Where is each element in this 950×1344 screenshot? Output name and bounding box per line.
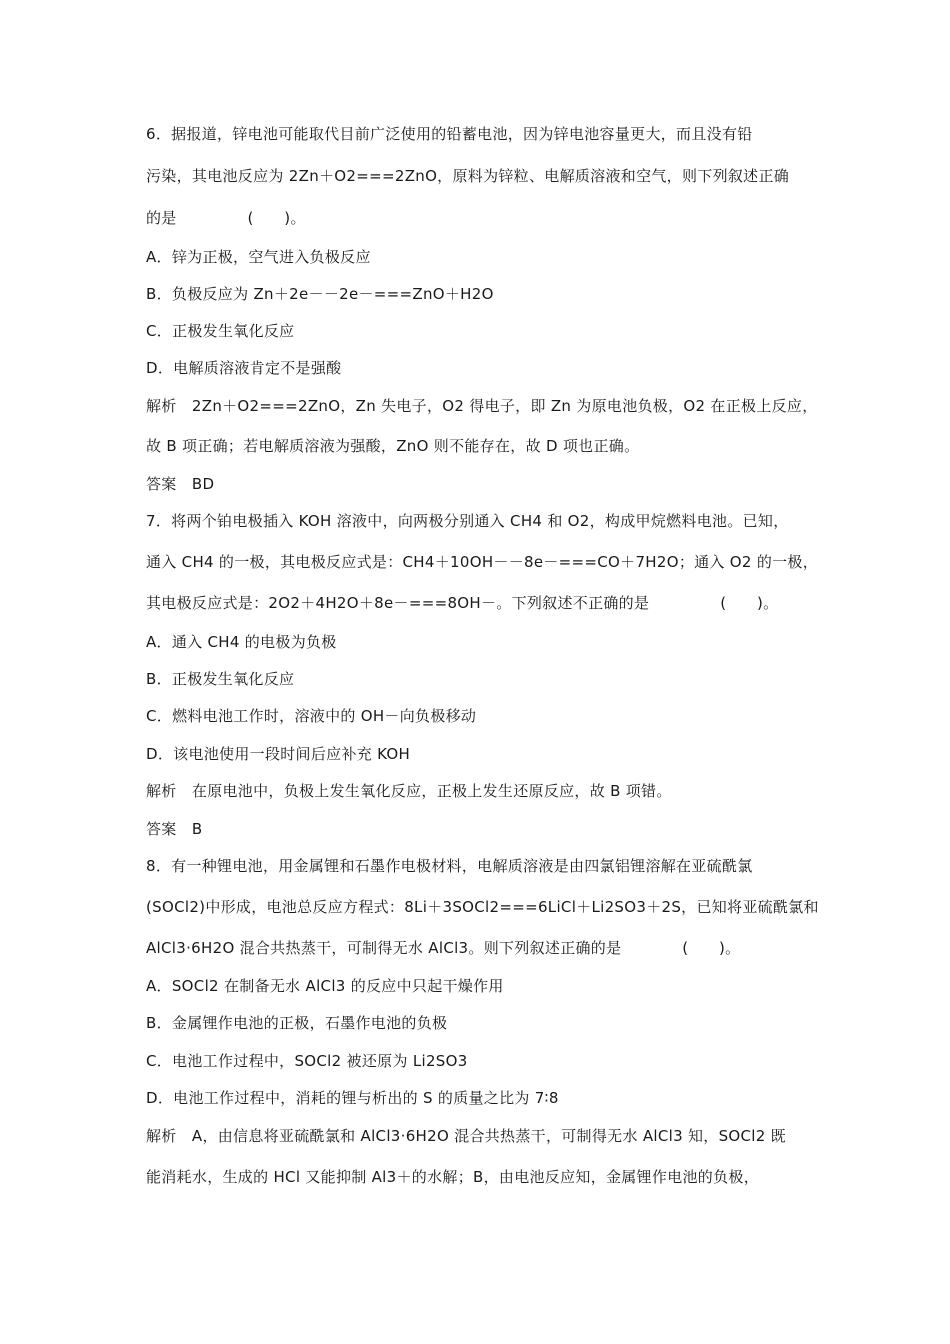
q6-option-d: D．电解质溶液肯定不是强酸: [146, 359, 342, 377]
q6-analysis-line-1: 解析 2Zn＋O2===2ZnO，Zn 失电子，O2 得电子，即 Zn 为原电池负极，O2 在正极上反应，: [146, 397, 818, 415]
q8-stem-line-3: AlCl3·6H2O 混合共热蒸干，可制得无水 AlCl3。则下列叙述正确的是 ( )。: [146, 939, 741, 957]
q6-stem-line-2: 污染，其电池反应为 2Zn＋O2===2ZnO，原料为锌粒、电解质溶液和空气，则下列叙述正确: [146, 167, 790, 185]
q7-stem-line-2: 通入 CH4 的一极，其电极反应式是：CH4＋10OH－－8e－===CO＋7H2O；通入 O2 的一极，: [146, 553, 819, 571]
q8-stem-line-2: (SOCl2)中形成，电池总反应方程式：8Li＋3SOCl2===6LiCl＋Li2SO3＋2S，已知将亚硫酰氯和: [146, 898, 819, 916]
q6-answer: 答案 BD: [146, 475, 215, 493]
q6-option-a: A．锌为正极，空气进入负极反应: [146, 248, 371, 266]
q7-option-a: A．通入 CH4 的电极为负极: [146, 633, 337, 651]
q7-answer: 答案 B: [146, 820, 203, 838]
q6-stem-line-1: 6．据报道，锌电池可能取代目前广泛使用的铅蓄电池，因为锌电池容量更大，而且没有铅: [146, 125, 753, 143]
q6-option-c: C．正极发生氧化反应: [146, 322, 295, 340]
q8-option-c: C．电池工作过程中，SOCl2 被还原为 Li2SO3: [146, 1052, 468, 1070]
q8-option-d: D．电池工作过程中，消耗的锂与析出的 S 的质量之比为 7∶8: [146, 1089, 559, 1107]
q8-option-b: B．金属锂作电池的正极，石墨作电池的负极: [146, 1014, 448, 1032]
q6-stem-line-3: 的是 ( )。: [146, 209, 306, 227]
q8-stem-line-1: 8．有一种锂电池，用金属锂和石墨作电极材料，电解质溶液是由四氯铝锂溶解在亚硫酰氯: [146, 857, 753, 875]
q7-analysis: 解析 在原电池中，负极上发生氧化反应，正极上发生还原反应，故 B 项错。: [146, 782, 672, 800]
q7-option-d: D．该电池使用一段时间后应补充 KOH: [146, 745, 411, 763]
q8-option-a: A．SOCl2 在制备无水 AlCl3 的反应中只起干燥作用: [146, 977, 504, 995]
q7-stem-line-1: 7．将两个铂电极插入 KOH 溶液中，向两极分别通入 CH4 和 O2，构成甲烷燃料电池。已知，: [146, 512, 789, 530]
q7-option-b: B．正极发生氧化反应: [146, 670, 295, 688]
q8-analysis-line-2: 能消耗水，生成的 HCl 又能抑制 Al3＋的水解；B，由电池反应知，金属锂作电池的负极，: [146, 1168, 759, 1186]
q7-option-c: C．燃料电池工作时，溶液中的 OH－向负极移动: [146, 707, 477, 725]
q6-analysis-line-2: 故 B 项正确；若电解质溶液为强酸，ZnO 则不能存在，故 D 项也正确。: [146, 437, 640, 455]
q7-stem-line-3: 其电极反应式是：2O2＋4H2O＋8e－===8OH－。下列叙述不正确的是 ( )。: [146, 594, 779, 612]
q6-option-b: B．负极反应为 Zn＋2e－－2e－===ZnO＋H2O: [146, 285, 494, 303]
q8-analysis-line-1: 解析 A，由信息将亚硫酰氯和 AlCl3·6H2O 混合共热蒸干，可制得无水 AlCl3 知，SOCl2 既: [146, 1127, 786, 1145]
